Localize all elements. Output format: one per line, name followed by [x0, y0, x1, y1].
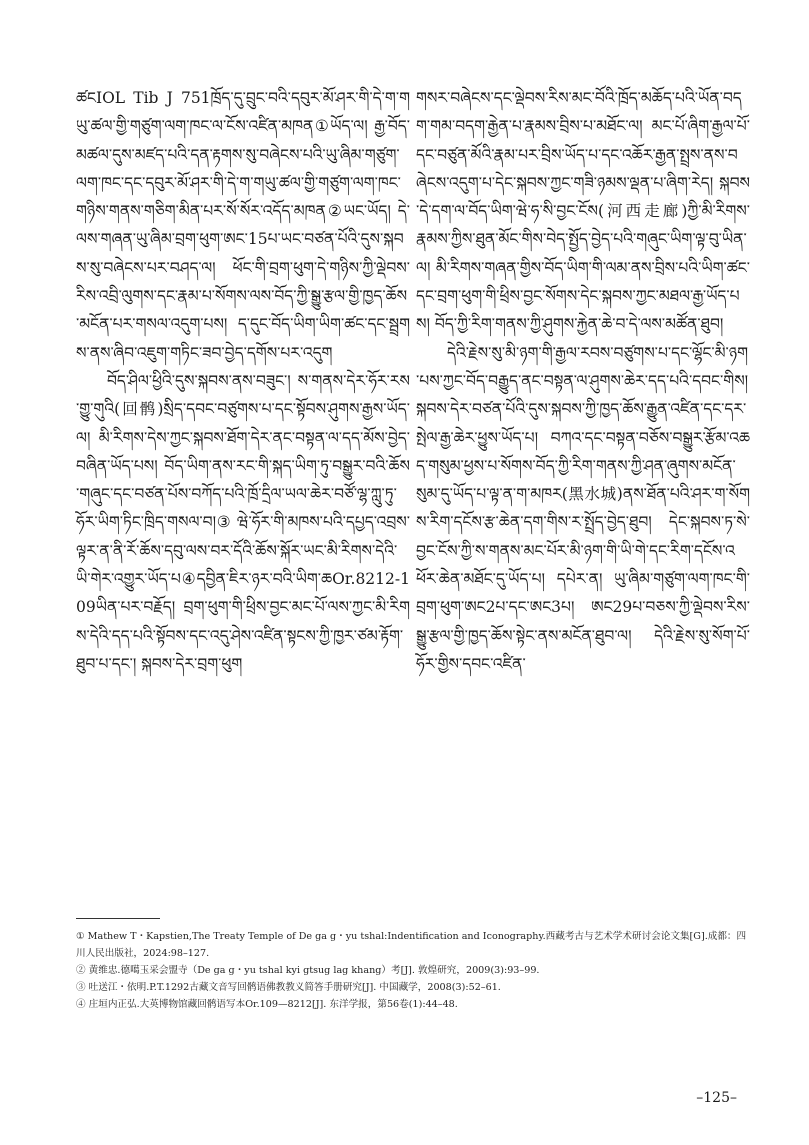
right-column — [416, 84, 750, 678]
paragraph: དེའི་རྗེས་སུ་མི་ཉག་གི་རྒྱལ་རབས་བཙུགས་པ་དང་ལྷོང་མི་ཉག་པས་ཀྱང་བོད་བརྒྱུད་ནང་བསྟན་ལ་ཤུགས་ཆེར་དད་པའི་དབང་གིས། སྐབས་དེར་བཙན་པོའི་དུས་སྐབས་ཀྱི་ཁྱད་ཆོས་རྒྱུན་འཛིན་དང་དར་སྤེལ་རྒྱ་ཆེར་ཕྱུས་ཡོད་པ། བཀའ་དང་བསྟན་བཅོས་བསྒྱུར་རྩོམ་འཆད་གསུམ་ཕྱས་པ་སོགས་བོད་ཀྱི་རིག་གནས་ཀྱི་ཤན་ཞུགས་མངོན་སུམ་དུ་ཡོད་པ་ལྟ་ན་ག་མཁར(黑水城)ནས་ཐོན་པའི་ཤར་ག་སོགས་རིག་དངོས་རྩ་ཆེན་དག་གིས་ར་སྤྲོད་བྱེད་ཐུབ། དེང་སྐབས་ཏ་སེ་བྱང་ངོས་ཀྱི་ས་གནས་མང་པོར་མི་ཉག་གི་ཡི་གེ་དང་རིག་དངོས་འཕོར་ཆེན་མཐོང་དུ་ཡོད་པ། དཔེར་ན། ཡུ་ཞིམ་གཙུག་ལག་ཁང་གི་བྲག་ཕུག་ཨང2པ་དང་ཨང3པ། ཨང29པ་བཅས་ཀྱི་ལྡེབས་རིས་སྒྱུ་རྩལ་གྱི་ཁྱད་ཆོས་སྟེང་ནས་མངོན་ཐུབ་ལ། དེའི་རྗེས་སུ་སོག་པོ་ཧོར་གྱིས་དབང་འཛིན་ — [416, 343, 750, 673]
paragraph: གསར་བཞེངས་དང་ལྡེབས་རིས་མང་བོའི་ཁྲོད་མཆོད་པའི་ཡོན་བདག་གམ་བདག་རྒྱེན་པ་རྣམས་བྲིས་པ་མཐོང་ལ། མང་པོ་ཞིག་རྒྱལ་པོ་དང་བཙུན་མོའི་རྣམ་པར་བྲིས་ཡོད་པ་དང་འཆོར་རྒྱན་སྤྲས་ནས་བཞེངས་འདུག་པ་དེང་སྐབས་ཀྱང་གཟི་ཉམས་ལྡན་པ་ཞིག་རེད། སྐབས་དེ་དག་ལ་བོད་ཡིག་ཝེ་ཧ་སི་བྱང་ངོས(河西走廊)ཀྱི་མི་རིགས་རྣམས་ཀྱིས་ཐུན་མོང་གིས་བེད་སྤྱོད་བྱེད་པའི་གཞུང་ཡིག་ལྟ་བུ་ཡིན་ལ། མི་རིགས་གཞན་གྱིས་བོད་ཡིག་གི་ལམ་ནས་བྲིས་པའི་ཡིག་ཚང་དང་བྲག་ཕུག་གི་ཕྲིས་བྱང་སོགས་དེང་སྐབས་ཀྱང་མཐལ་རྒྱ་ཡོད་པས། བོད་ཀྱི་རིག་གནས་ཀྱི་ཤུགས་རྐྱེན་ཆེ་བ་དེ་ལས་མཚོན་ཐུབ། — [416, 89, 750, 334]
paragraph: ཚངIOL Tib J 751ཁྲོད་དུ་བྲུང་བའི་དབུར་མོ་ཤར་གི་དེ་ག་གཡུ་ཚལ་གྱི་གཙུག་ལག་ཁང་ལ་ངོས་འཛིན་མཁན①ཡོད་ལ། རྒྱ་བོད་མཚལ་དུས་མཛད་པའི་དན་རྟགས་སུ་བཞེངས་པའི་ཡུ་ཞིམ་གཙུག་ལག་ཁང་དང་དབུར་མོ་ཤར་གི་དེ་ག་གཡུ་ཚལ་གྱི་གཙུག་ལག་ཁང་གཉིས་གནས་གཅིག་མིན་པར་སོ་སོར་འདོད་མཁན②ཡང་ཡོད། དེ་ལས་གཞན་ཡུ་ཞིམ་བྲག་ཕུག་ཨང་15པ་ཡང་བཙན་པོའི་དུས་སྐབས་སུ་བཞེངས་པར་བཤད་ལ། ཕོང་གི་བྲག་ཕུག་དེ་གཉིས་ཀྱི་ལྡེབས་རིས་འབྲི་ལུགས་དང་རྣམ་པ་སོགས་ལས་བོད་ཀྱི་སྒྱུ་རྩལ་གྱི་ཁྱད་ཆོས་མངོན་པར་གསལ་འདུག་པས། ད་དུང་བོད་ཡིག་ཡིག་ཚང་དང་སྦྲགས་ནས་ཞིབ་འཇུག་གཏིང་ཟབ་བྱེད་དགོས་པར་འདུག — [76, 89, 410, 362]
footnote: ① Mathew T・Kapstien,The Treaty Temple of De ga g・yu tshal:Indentification and Iconography.西藏考古与艺术学术研讨会论文集[G].成都：四川人民出版社，2024:98–127. — [76, 931, 747, 959]
footnotes — [76, 928, 748, 1013]
page-number: –125– — [696, 1090, 737, 1106]
left-column — [76, 84, 410, 678]
footnote: ③ 吐送江・依明.P.T.1292古藏文音写回鹘语佛教教义简答手册研究[J]. 中国藏学，2008(3):52–61. — [76, 982, 501, 993]
paragraph: བོད་ཤིལ་ཕྱིའི་དུས་སྐབས་ནས་བཟུང་། ས་གནས་དེར་ཧོར་རས་གྱུ་གུའི(回鹘)སྲིད་དབང་བཙུགས་པ་དང་སྟོབས་ཤུགས་རྒྱས་ཡོད་ལ། མི་རིགས་དེས་ཀྱང་སྐབས་ཐོག་དེར་ནང་བསྟན་ལ་དད་མོས་བྱེད་བཞིན་ཡོད་པས། བོད་ཡིག་ནས་རང་གི་སྐད་ཡིག་ཏུ་བསྒྱུར་བའི་ཆོས་གཞུང་དང་བཙན་པོས་བཀོད་པའི་ཁྲོ་དྲིལ་ཡལ་ཆེར་བཙོ་ལྷ་ཀླུ་ཏུ་ཧོར་ཡིག་ཏིང་ཁྲིད་གསལ་བ།③ ཝེ་ཧོར་གི་མཁས་པའི་དཔྱད་འབྲས་ལྟར་ན་ནི་རོ་ཆོས་དབུ་ལས་བར་དོའི་ཆོས་སྐོར་ཡང་མི་རིགས་དེའི་ཡི་གེར་འགྱུར་ཡོད་པ④དབྱིན་ཇིར་ཉར་བའི་ཡིག་ཆOr.8212-109ཡིན་པར་བརྗོད། བྲག་ཕུག་གི་ཕྲིས་བྱང་མང་པོ་ལས་ཀྱང་མི་རིགས་དེའི་དད་པའི་སྟོབས་དང་འདུ་ཤེས་འཛིན་སྟངས་ཀྱི་ཁྱར་ཙམ་རྟོག་ཐུབ་པ་དང་། སྐབས་དེར་བྲག་ཕུག — [76, 371, 410, 673]
footnote: ② 黄维忠.德噶玉采会盟寺（De ga g・yu tshal kyi gtsug lag khang）考[J]. 敦煌研究，2009(3):93–99. — [76, 965, 540, 976]
footnote-divider — [76, 918, 160, 919]
footnote: ④ 庄垣内正弘.大英博物馆藏回鹘语写本Or.109—8212[J]. 东洋学报，第56卷(1):44–48. — [76, 999, 458, 1010]
